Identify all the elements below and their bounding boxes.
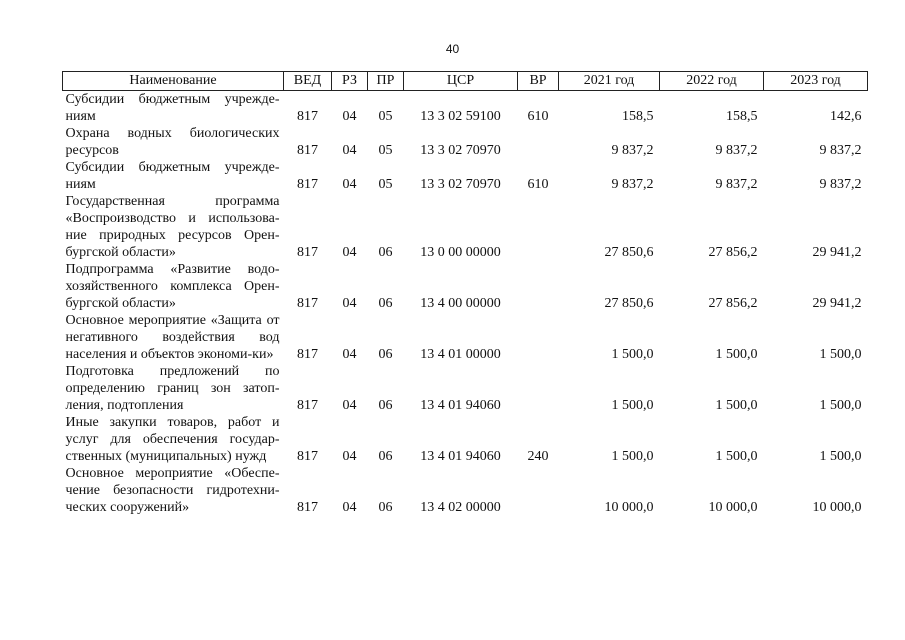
row-name: Подготовка предложений по определению границ зон затоп-ления, подтопления [65, 364, 280, 413]
header-csr: ЦСР [404, 72, 518, 91]
row-ved: 817 [297, 109, 318, 124]
header-2021: 2021 год [559, 72, 660, 91]
row-name: Иные закупки товаров, работ и услуг для обеспечения государ-ственных (муниципальных) нужд [65, 415, 280, 464]
row-ved: 817 [297, 177, 318, 192]
row-2023: 9 837,2 [819, 143, 862, 158]
page-number: 40 [445, 42, 460, 56]
row-2021: 1 500,0 [611, 449, 654, 464]
header-name: Наименование [63, 72, 284, 91]
row-2021: 10 000,0 [604, 500, 654, 515]
row-2023: 29 941,2 [812, 245, 862, 260]
table-row [63, 465, 868, 516]
row-2021: 9 837,2 [611, 177, 654, 192]
row-pr: 06 [378, 296, 393, 311]
row-2023: 9 837,2 [819, 177, 862, 192]
row-2022: 27 856,2 [708, 296, 758, 311]
row-name: Охрана водных биологических ресурсов [65, 126, 280, 158]
row-2023: 10 000,0 [812, 500, 862, 515]
row-ved: 817 [297, 296, 318, 311]
row-rz: 04 [342, 109, 357, 124]
row-csr: 13 4 01 94060 [420, 449, 501, 464]
header-pr: ПР [368, 72, 404, 91]
row-vr [518, 193, 559, 261]
row-name: Основное мероприятие «Защита от негативного воздействия вод населения и объектов экономи-ки» [65, 313, 280, 362]
table-row [63, 159, 868, 193]
row-2022: 1 500,0 [715, 347, 758, 362]
row-rz: 04 [342, 449, 357, 464]
row-rz: 04 [342, 398, 357, 413]
row-ved: 817 [297, 143, 318, 158]
header-2023: 2023 год [764, 72, 868, 91]
row-2023: 1 500,0 [819, 347, 862, 362]
row-vr [518, 312, 559, 363]
row-2022: 1 500,0 [715, 398, 758, 413]
table-row [63, 312, 868, 363]
row-pr: 05 [378, 109, 393, 124]
table-row [63, 91, 868, 126]
row-vr: 610 [527, 177, 549, 192]
row-vr: 240 [527, 449, 549, 464]
row-ved: 817 [297, 245, 318, 260]
row-pr: 06 [378, 398, 393, 413]
row-2021: 27 850,6 [604, 296, 654, 311]
row-2021: 1 500,0 [611, 398, 654, 413]
table-row [63, 125, 868, 159]
table-row [63, 363, 868, 414]
header-ved: ВЕД [284, 72, 332, 91]
row-csr: 13 0 00 00000 [420, 245, 501, 260]
table-row [63, 414, 868, 465]
row-name: Основное мероприятие «Обеспе-чение безопасности гидротехни-ческих сооружений» [65, 466, 280, 515]
row-2023: 1 500,0 [819, 449, 862, 464]
row-vr: 610 [527, 109, 549, 124]
row-2023: 142,6 [830, 109, 862, 124]
row-2021: 1 500,0 [611, 347, 654, 362]
row-rz: 04 [342, 500, 357, 515]
row-vr [518, 261, 559, 312]
row-pr: 05 [378, 143, 393, 158]
table-row [63, 261, 868, 312]
row-vr [518, 363, 559, 414]
table-header-row [63, 72, 868, 91]
row-2022: 158,5 [726, 109, 758, 124]
table-row [63, 193, 868, 261]
budget-table [62, 71, 868, 516]
row-rz: 04 [342, 143, 357, 158]
row-ved: 817 [297, 398, 318, 413]
header-2022: 2022 год [660, 72, 764, 91]
row-ved: 817 [297, 449, 318, 464]
row-2022: 1 500,0 [715, 449, 758, 464]
row-csr: 13 4 02 00000 [420, 500, 501, 515]
row-csr: 13 3 02 59100 [420, 109, 501, 124]
row-rz: 04 [342, 347, 357, 362]
row-name: Подпрограмма «Развитие водо-хозяйственного комплекса Орен-бургской области» [65, 262, 280, 311]
row-2022: 10 000,0 [708, 500, 758, 515]
header-vr: ВР [518, 72, 559, 91]
row-rz: 04 [342, 296, 357, 311]
row-2022: 9 837,2 [715, 177, 758, 192]
row-csr: 13 3 02 70970 [420, 177, 501, 192]
row-pr: 05 [378, 177, 393, 192]
row-pr: 06 [378, 500, 393, 515]
row-ved: 817 [297, 500, 318, 515]
row-vr [518, 465, 559, 516]
row-2023: 1 500,0 [819, 398, 862, 413]
row-pr: 06 [378, 449, 393, 464]
header-rz: РЗ [332, 72, 368, 91]
row-csr: 13 4 00 00000 [420, 296, 501, 311]
row-2023: 29 941,2 [812, 296, 862, 311]
row-csr: 13 4 01 00000 [420, 347, 501, 362]
row-name: Субсидии бюджетным учрежде-ниям [65, 160, 280, 192]
row-2022: 27 856,2 [708, 245, 758, 260]
row-name: Государственная программа «Воспроизводство и использова-ние природных ресурсов Орен-бургской области» [65, 194, 280, 260]
row-name: Субсидии бюджетным учрежде-ниям [65, 92, 280, 124]
row-2021: 27 850,6 [604, 245, 654, 260]
row-pr: 06 [378, 347, 393, 362]
row-2022: 9 837,2 [715, 143, 758, 158]
row-pr: 06 [378, 245, 393, 260]
row-ved: 817 [297, 347, 318, 362]
row-2021: 9 837,2 [611, 143, 654, 158]
row-csr: 13 3 02 70970 [420, 143, 501, 158]
row-2021: 158,5 [622, 109, 654, 124]
row-rz: 04 [342, 245, 357, 260]
row-csr: 13 4 01 94060 [420, 398, 501, 413]
row-vr [518, 125, 559, 159]
row-rz: 04 [342, 177, 357, 192]
